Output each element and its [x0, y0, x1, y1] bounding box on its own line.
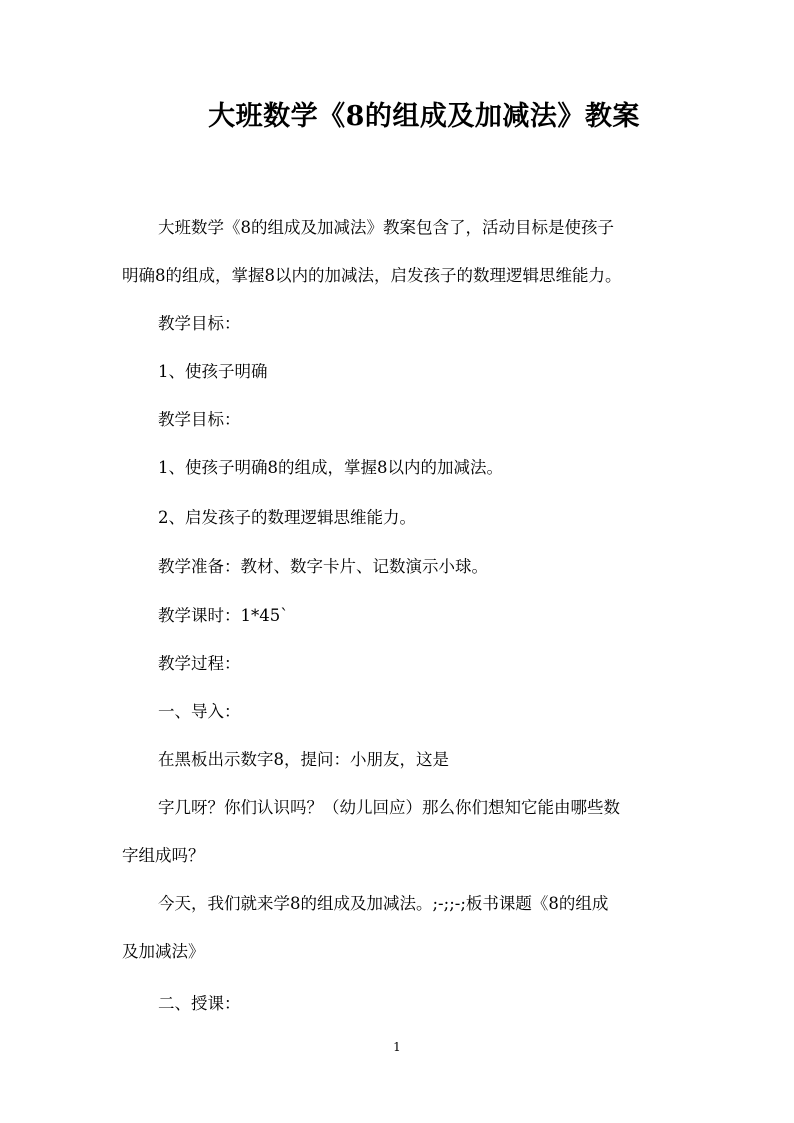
paragraph-goal-heading-2: 教学目标： [158, 410, 241, 429]
paragraph-prep: 教学准备：教材、数字卡片、记数演示小球。 [158, 557, 488, 576]
paragraph-question-line-2: 字组成吗？ [122, 846, 205, 865]
paragraph-process: 教学过程： [158, 654, 241, 673]
paragraph-today-line-1: 今天，我们就来学8的组成及加减法。;-;;-;板书课题《8的组成 [158, 894, 609, 913]
paragraph-today-line-2: 及加减法》 [122, 942, 205, 961]
paragraph-goal-2: 2、启发孩子的数理逻辑思维能力。 [158, 508, 416, 527]
paragraph-goal-short: 1、使孩子明确 [158, 362, 268, 381]
paragraph-intro-line-1: 大班数学《8的组成及加减法》教案包含了，活动目标是使孩子 [158, 218, 614, 237]
paragraph-section-2: 二、授课： [158, 994, 241, 1013]
page-title: 大班数学《8的组成及加减法》教案 [208, 101, 640, 132]
paragraph-question-line-1: 字几呀？你们认识吗？（幼儿回应）那么你们想知它能由哪些数 [158, 798, 620, 817]
paragraph-section-1: 一、导入： [158, 702, 241, 721]
paragraph-goal-1: 1、使孩子明确8的组成，掌握8以内的加减法。 [158, 458, 503, 477]
paragraph-intro-line-2: 明确8的组成，掌握8以内的加减法，启发孩子的数理逻辑思维能力。 [122, 266, 622, 285]
paragraph-board-line: 在黑板出示数字8，提问：小朋友，这是 [158, 750, 449, 769]
paragraph-duration: 教学课时：1*45` [158, 606, 289, 625]
page-number: 1 [393, 1040, 401, 1054]
paragraph-goal-heading: 教学目标： [158, 314, 241, 333]
